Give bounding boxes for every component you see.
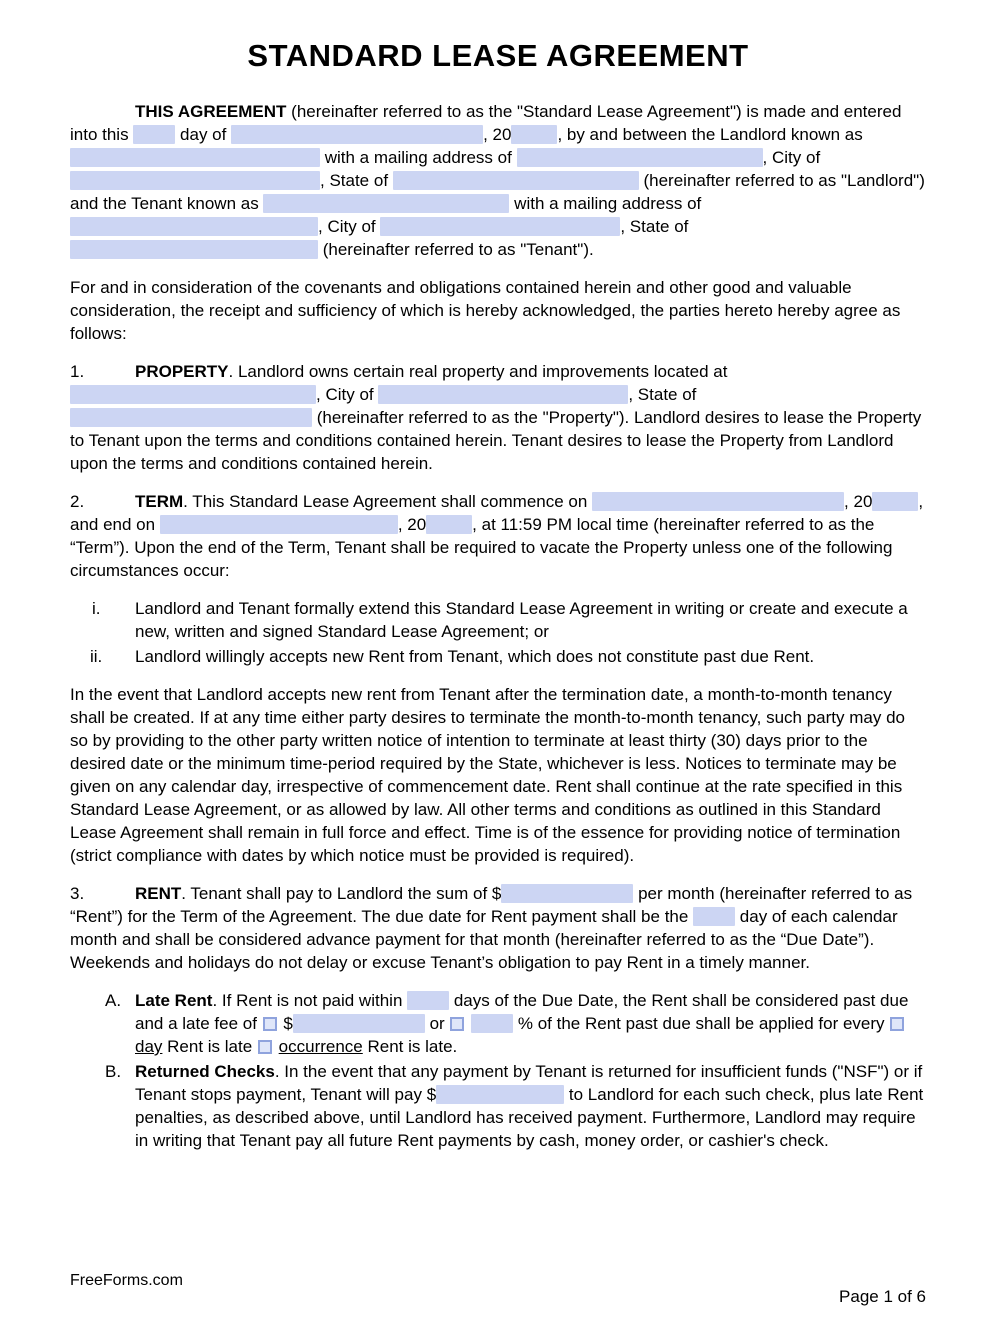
- checkbox[interactable]: [450, 1017, 464, 1031]
- text-run-underlined: day: [135, 1037, 163, 1056]
- page-number: Page 1 of 6: [839, 1287, 926, 1306]
- term-extension-item: [70, 597, 926, 643]
- fill-in-blank[interactable]: [70, 217, 318, 236]
- late-rent-item: [70, 989, 926, 1058]
- fill-in-blank[interactable]: [70, 148, 320, 167]
- text-run: Rent is late.: [362, 1037, 458, 1056]
- text-run: . This Standard Lease Agreement shall commence on: [183, 492, 593, 511]
- document-title: STANDARD LEASE AGREEMENT: [247, 38, 749, 73]
- section-number: 3.: [70, 884, 85, 903]
- fill-in-blank[interactable]: [70, 408, 312, 427]
- fill-in-blank[interactable]: [378, 385, 628, 404]
- text-run: (hereinafter referred to as the "Property"). Landlord desires to lease the Property to Tenant upon the terms and conditions contained herein. Tenant desires to lease the Property from Landlord upon the terms and conditions contained herein.: [70, 408, 922, 473]
- checkbox[interactable]: [890, 1017, 904, 1031]
- agreement-intro: [70, 100, 926, 261]
- fill-in-blank[interactable]: [393, 171, 639, 190]
- fill-in-blank[interactable]: [517, 148, 763, 167]
- fill-in-blank[interactable]: [293, 1014, 425, 1033]
- text-run-underlined: occurrence: [278, 1037, 363, 1056]
- fill-in-blank[interactable]: [426, 515, 472, 534]
- text-run: , State of: [628, 385, 697, 404]
- text-run: , City of: [762, 148, 821, 167]
- text-run: with a mailing address of: [320, 148, 517, 167]
- text-run: to Landlord for each such check, plus late Rent penalties, as described above, until Landlord has received payment. Furthermore, Landlord may require in writing that Tenant pay all future Rent payments by cash, money order, or cashier's check.: [135, 1085, 924, 1150]
- text-run: , City of: [316, 385, 379, 404]
- text-run: (hereinafter referred to as "Tenant").: [318, 240, 594, 259]
- text-run: or: [424, 1014, 450, 1033]
- fill-in-blank[interactable]: [436, 1085, 564, 1104]
- text-run: , State of: [620, 217, 689, 236]
- text-run: . Tenant shall pay to Landlord the sum of $: [181, 884, 502, 903]
- text-run: Rent is late: [162, 1037, 257, 1056]
- list-marker: ii.: [90, 647, 103, 666]
- fill-in-blank[interactable]: [231, 125, 483, 144]
- consideration-clause: [70, 276, 926, 345]
- fill-in-blank[interactable]: [407, 991, 449, 1010]
- fill-in-blank[interactable]: [70, 171, 320, 190]
- text-run: (hereinafter referred to as "Landlord") and the Tenant known as: [70, 171, 925, 213]
- fill-in-blank[interactable]: [70, 240, 318, 259]
- list-marker: i.: [92, 599, 101, 618]
- section-number: 1.: [70, 362, 85, 381]
- fill-in-blank[interactable]: [133, 125, 175, 144]
- text-run: Landlord willingly accepts new Rent from Tenant, which does not constitute past due Rent.: [135, 647, 815, 666]
- text-run: Landlord and Tenant formally extend this Standard Lease Agreement in writing or create and execute a new, written and signed Standard Lease Agreement; or: [135, 599, 908, 641]
- returned-checks-item: [70, 1060, 926, 1152]
- list-marker: B.: [105, 1062, 122, 1081]
- text-run-bold: PROPERTY: [135, 362, 229, 381]
- month-to-month-paragraph: [70, 683, 926, 867]
- fill-in-blank[interactable]: [471, 1014, 513, 1033]
- text-run: For and in consideration of the covenants and obligations contained herein and other good and valuable consideration, the receipt and sufficiency of which is hereby acknowledged, the parties hereto hereby agree as follows:: [70, 278, 901, 343]
- text-run: , City of: [318, 217, 381, 236]
- text-run: $: [278, 1014, 293, 1033]
- text-run: days of the Due Date, the Rent shall be considered past due and a late fee of: [135, 991, 909, 1033]
- fill-in-blank[interactable]: [501, 884, 633, 903]
- section-number: 2.: [70, 492, 85, 511]
- text-run: . Landlord owns certain real property and improvements located at: [228, 362, 728, 381]
- text-run: . In the event that any payment by Tenant is returned for insufficient funds ("NSF") or if Tenant stops payment, Tenant will pay $: [135, 1062, 923, 1104]
- checkbox[interactable]: [258, 1040, 272, 1054]
- text-run: . If Rent is not paid within: [212, 991, 408, 1010]
- text-run: , 20: [397, 515, 427, 534]
- text-run-bold: TERM: [135, 492, 184, 511]
- text-run: , by and between the Landlord known as: [557, 125, 863, 144]
- section-property: [70, 360, 926, 475]
- fill-in-blank[interactable]: [511, 125, 557, 144]
- fill-in-blank[interactable]: [70, 385, 316, 404]
- text-run: In the event that Landlord accepts new rent from Tenant after the termination date, a month-to-month tenancy shall be created. If at any time either party desires to terminate the month-to-month tenancy, such party may do so by providing to the other party written notice of intention to terminate at least thirty (30) days prior to the desired date or the minimum time-period required by the State, whichever is less. Notices to terminate may be given on any calendar day, irrespective of commencement date. Rent shall continue at the rate specified in this Standard Lease Agreement, or as allowed by law. All other terms and conditions as outlined in this Standard Lease Agreement shall remain in full force and effect. Time is of the essence for providing notice of termination (strict compliance with dates by which notice must be provided is required).: [70, 685, 905, 865]
- fill-in-blank[interactable]: [380, 217, 620, 236]
- text-run: day of: [175, 125, 232, 144]
- text-run-bold: Late Rent: [135, 991, 213, 1010]
- text-run: , State of: [320, 171, 393, 190]
- fill-in-blank[interactable]: [693, 907, 735, 926]
- fill-in-blank[interactable]: [872, 492, 918, 511]
- text-run-bold: Returned Checks: [135, 1062, 275, 1081]
- text-run: with a mailing address of: [509, 194, 702, 213]
- text-run: , and end on: [70, 492, 924, 534]
- text-run: , 20: [483, 125, 512, 144]
- checkbox[interactable]: [263, 1017, 277, 1031]
- text-run-bold: THIS AGREEMENT: [135, 102, 287, 121]
- text-run: % of the Rent past due shall be applied for every: [513, 1014, 890, 1033]
- fill-in-blank[interactable]: [160, 515, 398, 534]
- section-term: [70, 490, 926, 582]
- section-rent: [70, 882, 926, 974]
- fill-in-blank[interactable]: [263, 194, 509, 213]
- document-body: [70, 100, 926, 1152]
- text-run-bold: RENT: [135, 884, 182, 903]
- term-new-rent-item: [70, 645, 926, 668]
- text-run: (hereinafter referred to as the "Standard Lease Agreement") is made and entered into this: [70, 102, 902, 144]
- text-run: per month (hereinafter referred to as “Rent”) for the Term of the Agreement. The due date for Rent payment shall be the: [70, 884, 913, 926]
- list-marker: A.: [105, 991, 122, 1010]
- text-run: , 20: [844, 492, 873, 511]
- footer-brand: FreeForms.com: [70, 1272, 183, 1289]
- text-run: day of each calendar month and shall be considered advance payment for that month (hereinafter referred to as the “Due Date”). Weekends and holidays do not delay or excuse Tenant’s obligation to pay Rent in a timely manner.: [70, 907, 898, 972]
- fill-in-blank[interactable]: [592, 492, 844, 511]
- text-run: , at 11:59 PM local time (hereinafter referred to as the “Term”). Upon the end of the Term, Tenant shall be required to vacate the Property unless one of the following circumstances occur:: [70, 515, 893, 580]
